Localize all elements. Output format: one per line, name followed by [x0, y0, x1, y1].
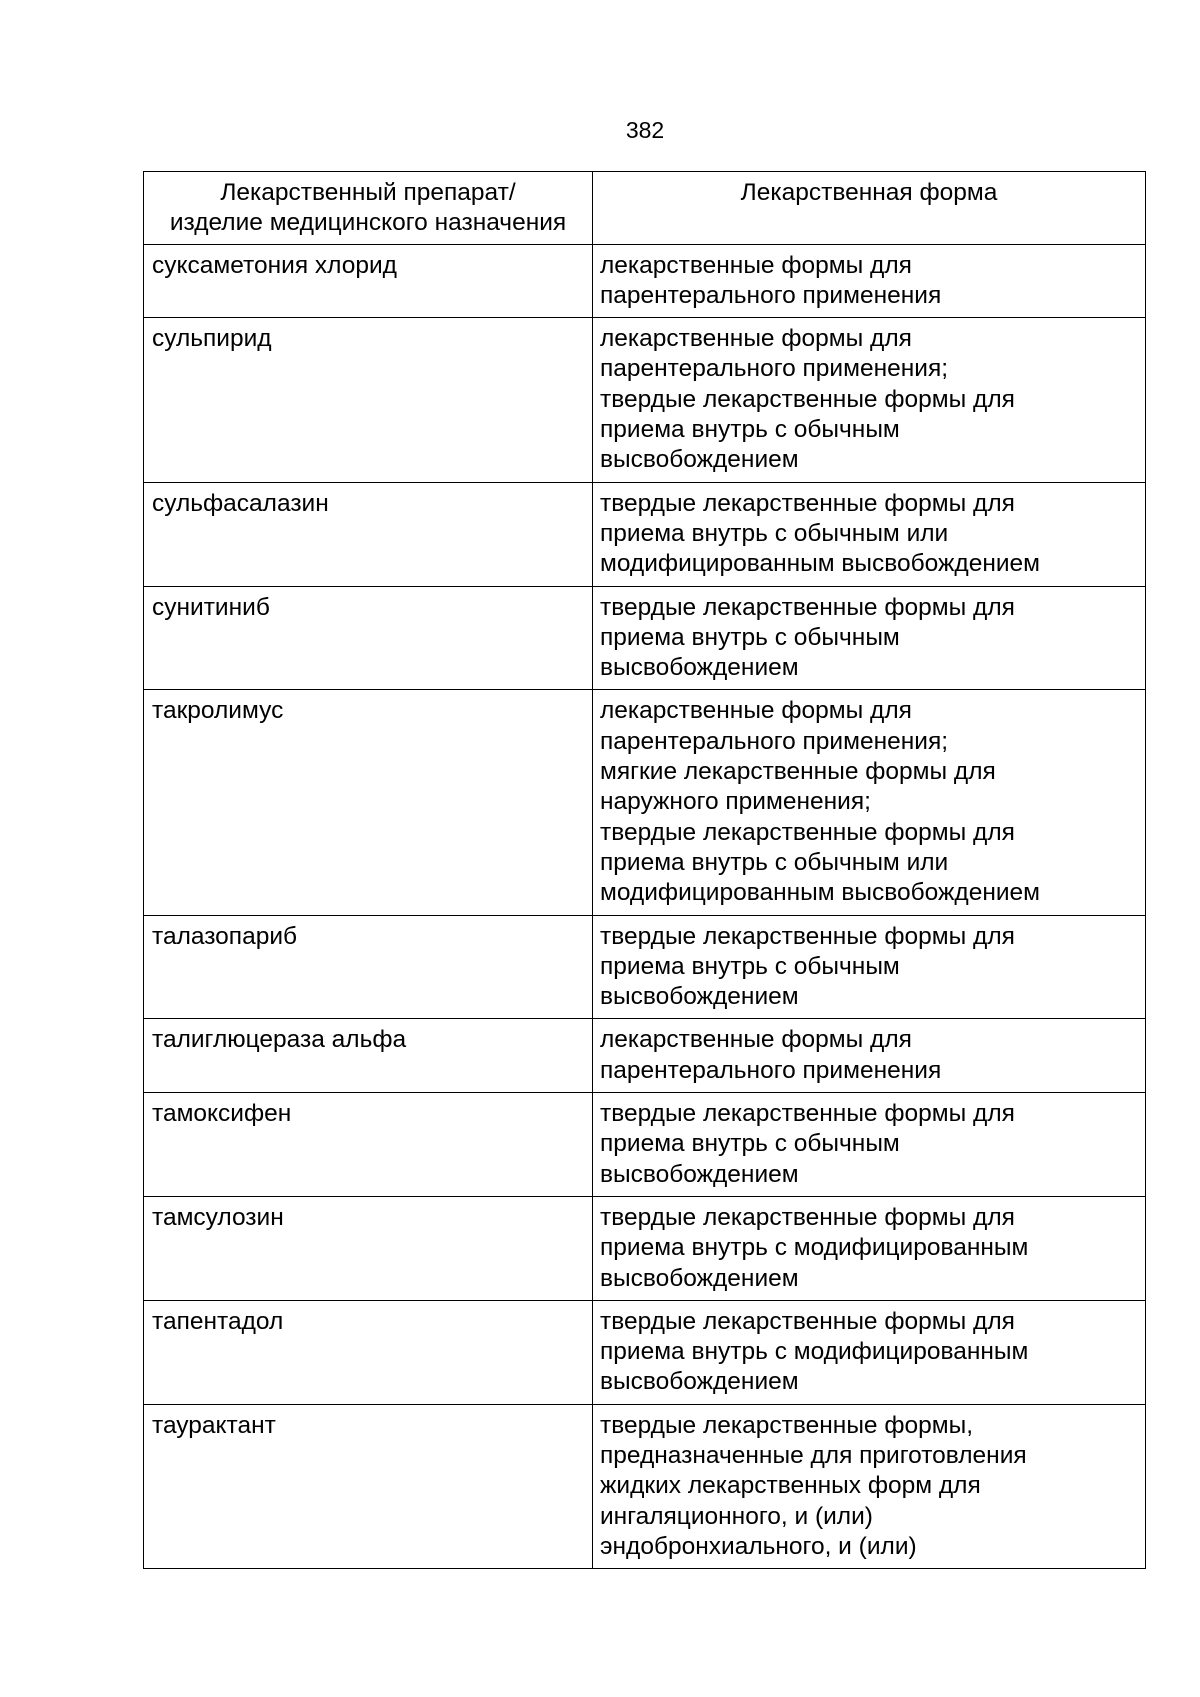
page-number: 382 [625, 117, 665, 143]
drug-cell: тамоксифен [144, 1093, 593, 1197]
form-cell: твердые лекарственные формы для приема внутрь с модифицированным высвобождением [593, 1300, 1146, 1404]
table-row [144, 482, 1146, 586]
form-cell: твердые лекарственные формы для приема внутрь с модифицированным высвобождением [593, 1196, 1146, 1300]
table-row [144, 244, 1146, 318]
form-cell: лекарственные формы для парентерального применения [593, 1019, 1146, 1093]
drug-cell: талиглюцераза альфа [144, 1019, 593, 1093]
drug-cell: тамсулозин [144, 1196, 593, 1300]
drug-cell: сульпирид [144, 318, 593, 482]
drug-cell: талазопариб [144, 915, 593, 1019]
table-header-row [144, 172, 1146, 245]
table-row [144, 690, 1146, 915]
drug-cell: таурактант [144, 1404, 593, 1568]
table-row [144, 1019, 1146, 1093]
form-cell: твердые лекарственные формы для приема внутрь с обычным высвобождением [593, 1093, 1146, 1197]
table-row [144, 318, 1146, 482]
table-row [144, 1404, 1146, 1568]
form-cell: лекарственные формы для парентерального применения; твердые лекарственные формы для приема внутрь с обычным высвобождением [593, 318, 1146, 482]
table-row [144, 1300, 1146, 1404]
drug-cell: суксаметония хлорид [144, 244, 593, 318]
drug-cell: такролимус [144, 690, 593, 915]
header-drug: Лекарственный препарат/ изделие медицинского назначения [144, 172, 593, 245]
drug-cell: сунитиниб [144, 586, 593, 690]
drug-table [143, 171, 1146, 1569]
form-cell: лекарственные формы для парентерального применения; мягкие лекарственные формы для наружного применения; твердые лекарственные формы для приема внутрь с обычным или модифицированным высвобождением [593, 690, 1146, 915]
table-row [144, 915, 1146, 1019]
header-form: Лекарственная форма [593, 172, 1146, 245]
table-row [144, 1093, 1146, 1197]
form-cell: твердые лекарственные формы для приема внутрь с обычным или модифицированным высвобождением [593, 482, 1146, 586]
form-cell: твердые лекарственные формы, предназначенные для приготовления жидких лекарственных форм для ингаляционного, и (или) эндобронхиального, и (или) [593, 1404, 1146, 1568]
table-row [144, 586, 1146, 690]
drug-cell: тапентадол [144, 1300, 593, 1404]
form-cell: лекарственные формы для парентерального применения [593, 244, 1146, 318]
form-cell: твердые лекарственные формы для приема внутрь с обычным высвобождением [593, 915, 1146, 1019]
drug-cell: сульфасалазин [144, 482, 593, 586]
table-row [144, 1196, 1146, 1300]
form-cell: твердые лекарственные формы для приема внутрь с обычным высвобождением [593, 586, 1146, 690]
